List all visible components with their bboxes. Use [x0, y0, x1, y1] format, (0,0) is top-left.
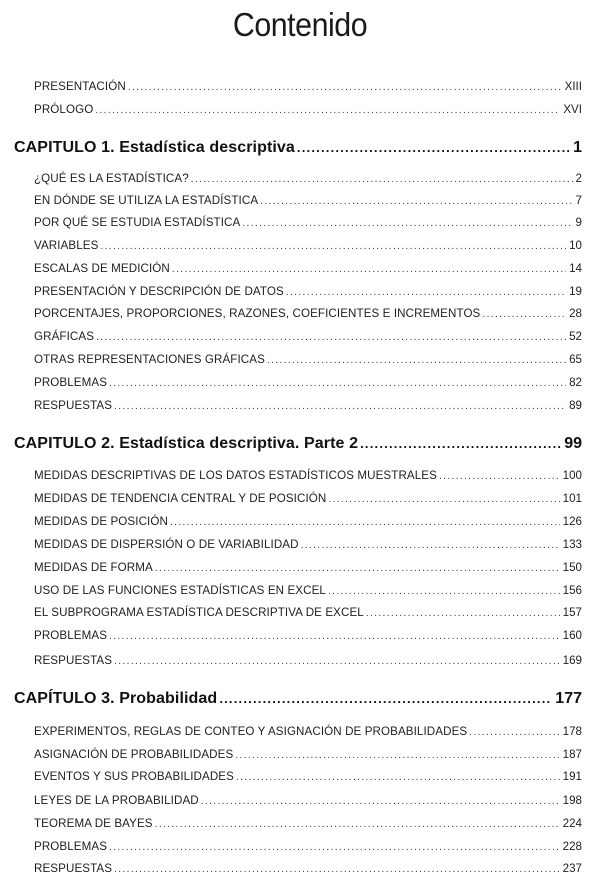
toc-entry — [34, 239, 582, 253]
toc-entry — [34, 606, 582, 620]
dot-leader — [128, 81, 562, 95]
toc-entry — [34, 492, 582, 506]
toc-entry-page: 52 — [569, 330, 582, 343]
toc-entry-label: ¿QUÉ ES LA ESTADÍSTICA? — [34, 172, 189, 185]
dot-leader — [360, 434, 561, 454]
toc-entry-page: 7 — [575, 194, 582, 207]
toc-entry-label: PRESENTACIÓN Y DESCRIPCIÓN DE DATOS — [34, 285, 284, 298]
dot-leader — [109, 630, 560, 644]
toc-entry-label: RESPUESTAS — [34, 862, 113, 875]
toc-entry-page: 65 — [569, 353, 582, 366]
dot-leader — [235, 749, 559, 763]
toc-entry-page: 2 — [575, 172, 582, 185]
toc-entry — [34, 469, 582, 483]
chapter-heading-page: 177 — [555, 690, 582, 707]
toc-entry-page: 187 — [562, 748, 582, 761]
dot-leader — [155, 562, 560, 576]
dot-leader — [242, 217, 572, 231]
toc-entry — [34, 770, 582, 784]
toc-entry — [34, 748, 582, 762]
toc-entry-label: MEDIDAS DE DISPERSIÓN O DE VARIABILIDAD — [34, 538, 299, 551]
toc-entry-page: 169 — [562, 654, 582, 667]
toc-entry-page: 191 — [562, 770, 582, 783]
toc-entry — [34, 584, 582, 598]
toc-entry — [34, 862, 582, 876]
toc-entry-label: ESCALAS DE MEDICIÓN — [34, 262, 170, 275]
toc-entry-label: MEDIDAS DE TENDENCIA CENTRAL Y DE POSICIÓN — [34, 492, 327, 505]
toc-entry-label: RESPUESTAS — [34, 399, 113, 412]
toc-entry-label: MEDIDAS DE FORMA — [34, 561, 153, 574]
dot-leader — [191, 173, 573, 187]
page-title: Contenido — [232, 6, 368, 43]
toc-entry — [34, 629, 582, 643]
toc-entry — [34, 330, 582, 344]
dot-leader — [172, 263, 566, 277]
toc-entry-label: RESPUESTAS — [34, 654, 113, 667]
toc-entry-label: PROBLEMAS — [34, 376, 108, 389]
chapter-heading-page: 99 — [564, 435, 582, 452]
toc-entry-page: 14 — [569, 262, 582, 275]
chapter-heading — [14, 138, 582, 158]
toc-entry-page: 198 — [562, 794, 582, 807]
dot-leader — [469, 726, 559, 740]
toc-entry-page: 228 — [562, 840, 582, 853]
toc-entry-label: USO DE LAS FUNCIONES ESTADÍSTICAS EN EXCEL — [34, 584, 326, 597]
toc-entry-label: PRESENTACIÓN — [34, 80, 126, 93]
toc-entry — [34, 172, 582, 186]
toc-entry-label: ASIGNACIÓN DE PROBABILIDADES — [34, 748, 234, 761]
toc-entry-page: 89 — [569, 399, 582, 412]
toc-entry-page: 156 — [562, 584, 582, 597]
toc-entry-label: PROBLEMAS — [34, 629, 108, 642]
toc-entry-label: MEDIDAS DE POSICIÓN — [34, 515, 168, 528]
toc-entry — [34, 103, 582, 117]
toc-entry-label: EN DÓNDE SE UTILIZA LA ESTADÍSTICA — [34, 194, 259, 207]
chapter-heading-page: 1 — [573, 139, 582, 156]
dot-leader — [236, 771, 560, 785]
toc-entry-page: 82 — [569, 376, 582, 389]
dot-leader — [96, 331, 566, 345]
toc-entry-label: PORCENTAJES, PROPORCIONES, RAZONES, COEFICIENTES E INCREMENTOS — [34, 307, 481, 320]
toc-entry-page: 10 — [569, 239, 582, 252]
toc-entry-label: MEDIDAS DESCRIPTIVAS DE LOS DATOS ESTADÍSTICOS MUESTRALES — [34, 469, 437, 482]
toc-entry-label: EVENTOS Y SUS PROBABILIDADES — [34, 770, 234, 783]
toc-entry-page: XIII — [564, 80, 582, 93]
dot-leader — [109, 377, 566, 391]
toc-entry — [34, 561, 582, 575]
dot-leader — [114, 655, 560, 669]
toc-entry-label: POR QUÉ SE ESTUDIA ESTADÍSTICA — [34, 216, 241, 229]
dot-leader — [439, 470, 560, 484]
toc-entry-page: 224 — [562, 817, 582, 830]
toc-entry-label: EL SUBPROGRAMA ESTADÍSTICA DESCRIPTIVA DE EXCEL — [34, 606, 364, 619]
dot-leader — [482, 308, 566, 322]
toc-entry — [34, 285, 582, 299]
dot-leader — [260, 195, 572, 209]
dot-leader — [328, 493, 559, 507]
toc-entry-page: 100 — [562, 469, 582, 482]
dot-leader — [286, 286, 566, 300]
dot-leader — [100, 240, 566, 254]
chapter-heading — [14, 689, 582, 709]
dot-leader — [114, 863, 560, 877]
dot-leader — [301, 539, 560, 553]
toc-entry-page: 150 — [562, 561, 582, 574]
chapter-heading-label: CAPÍTULO 3. Probabilidad — [14, 690, 218, 707]
dot-leader — [201, 795, 560, 809]
toc-entry-page: 133 — [562, 538, 582, 551]
toc-entry — [34, 194, 582, 208]
dot-leader — [267, 354, 566, 368]
toc-entry-label: TEOREMA DE BAYES — [34, 817, 153, 830]
chapter-heading-label: CAPITULO 1. Estadística descriptiva — [14, 139, 295, 156]
dot-leader — [219, 689, 552, 709]
toc-entry-page: XVI — [563, 103, 582, 116]
toc-entry-page: 178 — [562, 725, 582, 738]
toc-entry — [34, 817, 582, 831]
toc-entry-page: 237 — [562, 862, 582, 875]
toc-entry — [34, 216, 582, 230]
toc-entry-page: 126 — [562, 515, 582, 528]
chapter-heading — [14, 434, 582, 454]
dot-leader — [109, 841, 560, 855]
toc-entry — [34, 307, 582, 321]
toc-entry — [34, 840, 582, 854]
dot-leader — [170, 516, 560, 530]
dot-leader — [95, 104, 560, 118]
toc-entry-page: 160 — [562, 629, 582, 642]
toc-entry-page: 28 — [569, 307, 582, 320]
dot-leader — [297, 138, 570, 158]
dot-leader — [328, 585, 560, 599]
toc-entry-label: EXPERIMENTOS, REGLAS DE CONTEO Y ASIGNACIÓN DE PROBABILIDADES — [34, 725, 468, 738]
toc-entry-label: GRÁFICAS — [34, 330, 95, 343]
toc-entry-label: VARIABLES — [34, 239, 99, 252]
toc-entry-label: OTRAS REPRESENTACIONES GRÁFICAS — [34, 353, 265, 366]
toc-entry — [34, 515, 582, 529]
toc-entry — [34, 376, 582, 390]
toc-entry-page: 157 — [562, 606, 582, 619]
toc-entry — [34, 353, 582, 367]
dot-leader — [155, 818, 560, 832]
toc-entry-page: 101 — [562, 492, 582, 505]
toc-entry — [34, 794, 582, 808]
toc-entry-label: PRÓLOGO — [34, 103, 94, 116]
toc-entry — [34, 538, 582, 552]
toc-entry — [34, 262, 582, 276]
dot-leader — [366, 607, 560, 621]
toc-entry-page: 19 — [569, 285, 582, 298]
toc-entry-label: PROBLEMAS — [34, 840, 108, 853]
chapter-heading-label: CAPITULO 2. Estadística descriptiva. Parte 2 — [14, 435, 359, 452]
toc-entry-label: LEYES DE LA PROBABILIDAD — [34, 794, 199, 807]
toc-entry-page: 9 — [575, 216, 582, 229]
toc-entry — [34, 654, 582, 668]
toc-entry — [34, 399, 582, 413]
toc-entry — [34, 80, 582, 94]
dot-leader — [114, 400, 566, 414]
toc-entry — [34, 725, 582, 739]
